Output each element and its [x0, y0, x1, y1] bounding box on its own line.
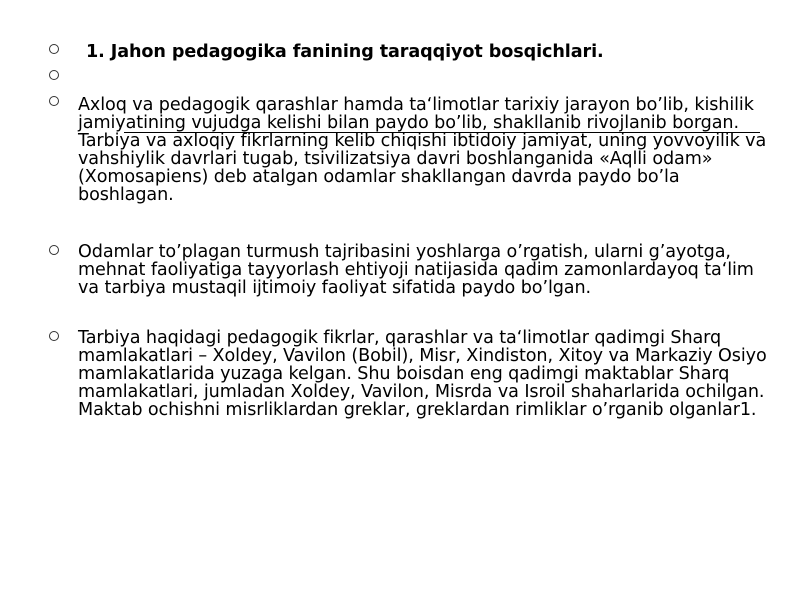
hollow-circle-bullet-icon [49, 331, 59, 341]
paragraph-text: Axloq va pedagogik qarashlar hamda ta‘limotlar tarixiy jarayon bo’lib, kishilik jamiyatining vujudga kelishi bilan paydo bo’lib, shakllanib rivojlanib borgan. Tarbiya va axloqiy fikrlarning kelib chiqishi ibtidoiy jamiyat, uning yovvoyilik va vahshiylik davrlari tugab, tsivilizatsiya davri boshlanganida «Aqlli odam» (Xomosapiens) deb atalgan odamlar shakllangan davrda paydo bo’la boshlagan. [78, 95, 767, 205]
hollow-circle-bullet-icon [49, 96, 59, 106]
paragraph-text: Odamlar to’plagan turmush tajribasini yoshlarga o’rgatish, ularni g’ayotga, mehnat faoliyatiga tayyorlash ehtiyoji natijasida qadim zamonlardayoq ta‘lim va tarbiya mustaqil ijtimoiy faoliyat sifatida paydo bo’lgan. [78, 242, 754, 298]
paragraph-text: Tarbiya haqidagi pedagogik fikrlar, qarashlar va ta‘limotlar qadimgi Sharq mamlakatlari – Xoldey, Vavilon (Bobil), Misr, Xindiston, Xitoy va Markaziy Osiyo mamlakatlarida yuzaga kelgan. Shu boisdan eng qadimgi maktablar Sharq mamlakatlari, jumladan Xoldey, Vavilon, Misrda va Isroil shaharlarida ochilgan. Maktab ochishni misrliklardan greklar, greklardan rimliklar o’rganib olganlar1. [78, 328, 767, 420]
slide-heading: 1. Jahon pedagogika fanining taraqqiyot bosqichlari. [86, 42, 604, 62]
underline-rule [124, 132, 760, 133]
hollow-circle-bullet-icon [49, 70, 59, 80]
hollow-circle-bullet-icon [49, 44, 59, 54]
hollow-circle-bullet-icon [49, 245, 59, 255]
